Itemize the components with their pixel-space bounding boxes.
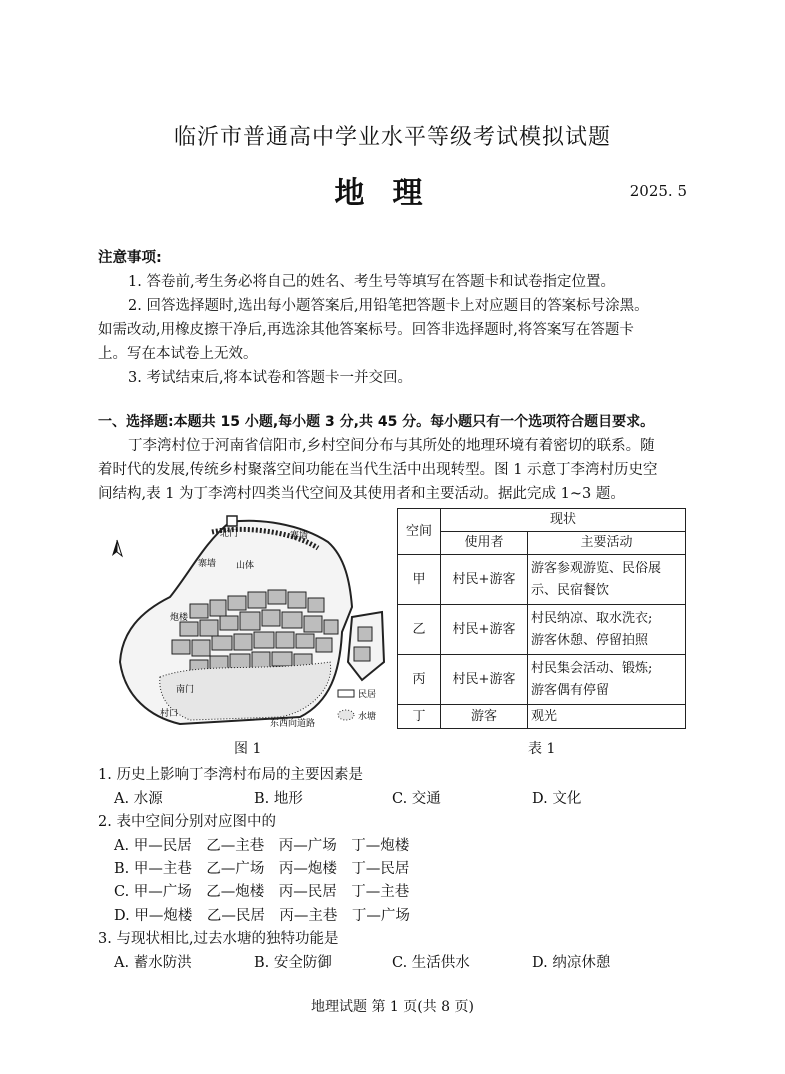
subject-title: 地理 [334, 176, 451, 211]
table-row: 甲 村民+游客 游客参观游览、民俗展 示、民宿餐饮 [398, 555, 686, 605]
question-2-stem: 2. 表中空间分别对应图中的 [98, 814, 276, 830]
q1-option-b[interactable]: B. 地形 [254, 791, 303, 807]
notice-item-2-cont: 如需改动,用橡皮擦干净后,再选涂其他答案标号。回答非选择题时,将答案写在答题卡 [98, 322, 634, 338]
label-village-entrance: 村口 [160, 709, 179, 719]
label-wall-left: 寨墙 [198, 559, 217, 569]
legend-house-swatch [338, 690, 354, 697]
figure-caption: 图 1 [234, 741, 262, 757]
intro-line-1: 丁李湾村位于河南省信阳市,乡村空间分布与其所处的地理环境有着密切的联系。随 [128, 438, 655, 454]
legend-house-label: 民居 [358, 690, 377, 700]
legend-pond-label: 水塘 [358, 712, 377, 722]
label-north-gate: 北门 [220, 529, 239, 539]
notice-item-1: 1. 答卷前,考生务必将自己的姓名、考生号等填写在答题卡和试卷指定位置。 [128, 274, 616, 290]
table-header-space: 空间 [398, 509, 441, 555]
intro-line-2: 着时代的发展,传统乡村聚落空间功能在当代生活中出现转型。图 1 示意丁李湾村历史空 [98, 462, 658, 478]
village-map-figure [100, 512, 390, 734]
page-title: 临沂市普通高中学业水平等级考试模拟试题 [173, 125, 611, 150]
q1-option-c[interactable]: C. 交通 [392, 791, 441, 807]
north-arrow-icon [112, 540, 122, 556]
q3-option-b[interactable]: B. 安全防御 [254, 955, 332, 971]
notice-item-3: 3. 考试结束后,将本试卷和答题卡一并交回。 [128, 370, 413, 386]
q3-option-a[interactable]: A. 蓄水防洪 [114, 955, 192, 971]
section-heading: 一、选择题:本题共 15 小题,每小题 3 分,共 45 分。每小题只有一个选项符合题目要求。 [98, 414, 655, 430]
label-wall-right: 寨墙 [290, 531, 309, 541]
label-mountain: 山体 [236, 561, 255, 571]
question-3-stem: 3. 与现状相比,过去水塘的独特功能是 [98, 931, 339, 947]
table-1 [397, 508, 686, 729]
table-header-activity: 主要活动 [528, 532, 686, 555]
q2-option-d[interactable]: D. 甲—炮楼 乙—民居 丙—主巷 丁—广场 [114, 908, 410, 924]
notice-item-2: 2. 回答选择题时,选出每小题答案后,用铅笔把答题卡上对应题目的答案标号涂黑。 [128, 298, 649, 314]
q1-option-d[interactable]: D. 文化 [532, 791, 582, 807]
notice-heading: 注意事项: [98, 250, 162, 266]
q1-option-a[interactable]: A. 水源 [114, 791, 163, 807]
label-tower: 炮楼 [170, 613, 189, 623]
legend-pond-swatch [338, 710, 354, 720]
table-row: 丙 村民+游客 村民集会活动、锻炼; 游客偶有停留 [398, 655, 686, 705]
q2-option-a[interactable]: A. 甲—民居 乙—主巷 丙—广场 丁—炮楼 [114, 838, 410, 854]
tower-marker [227, 516, 237, 526]
label-road: 东西向道路 [270, 719, 316, 729]
q2-option-b[interactable]: B. 甲—主巷 乙—广场 丙—炮楼 丁—民居 [114, 861, 410, 877]
intro-line-3: 间结构,表 1 为丁李湾村四类当代空间及其使用者和主要活动。据此完成 1~3 题。 [98, 486, 625, 502]
q3-option-c[interactable]: C. 生活供水 [392, 955, 470, 971]
table-row: 丁 游客 观光 [398, 705, 686, 729]
exam-date: 2025. 5 [629, 182, 687, 200]
q2-option-c[interactable]: C. 甲—广场 乙—炮楼 丙—民居 丁—主巷 [114, 884, 410, 900]
table-caption: 表 1 [528, 741, 556, 757]
notice-item-2-end: 上。写在本试卷上无效。 [98, 346, 258, 362]
question-1-stem: 1. 历史上影响丁李湾村布局的主要因素是 [98, 767, 363, 783]
table-row: 乙 村民+游客 村民纳凉、取水洗衣; 游客休憩、停留拍照 [398, 605, 686, 655]
table-header-user: 使用者 [441, 532, 528, 555]
label-south-gate: 南门 [176, 685, 195, 695]
table-header-status: 现状 [441, 509, 686, 532]
q3-option-d[interactable]: D. 纳凉休憩 [532, 955, 611, 971]
page-footer: 地理试题 第 1 页(共 8 页) [311, 999, 474, 1015]
